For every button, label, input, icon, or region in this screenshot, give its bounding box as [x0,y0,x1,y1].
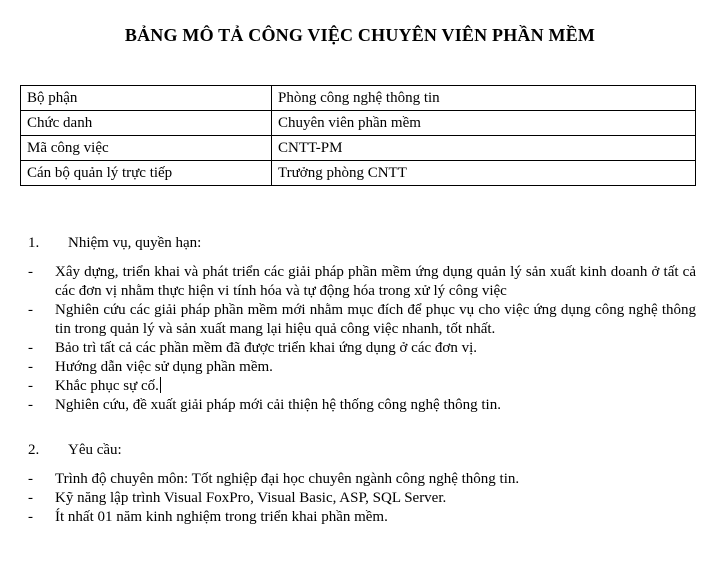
list-item[interactable] [28,263,696,301]
section-number: 1. [28,235,40,251]
table-cell-label[interactable]: Mã công việc [21,136,272,161]
list-item[interactable] [28,508,696,527]
bullet-dash: - [28,302,33,318]
list-item[interactable] [28,339,696,358]
table-cell-value[interactable]: Trưởng phòng CNTT [272,161,696,186]
bullet-dash: - [28,340,33,356]
list-item[interactable] [28,301,696,339]
table-row [21,86,696,111]
section-heading-requirements [28,441,122,460]
list-item[interactable] [28,489,696,508]
text-cursor [160,377,161,393]
duties-list [28,263,696,415]
bullet-dash: - [28,264,33,280]
list-item[interactable] [28,470,696,489]
requirements-list [28,470,696,527]
bullet-dash: - [28,509,33,525]
list-item-text: Nghiên cứu các giải pháp phần mềm mới nhằm mục đích để phục vụ cho việc ứng dụng công nghệ thông tin trong quản lý và sản xuất mang lại hiệu quả công việc nhanh, tốt nhất. [55,302,696,337]
section-title: Yêu cầu: [68,442,122,458]
bullet-dash: - [28,490,33,506]
list-item-text: Trình độ chuyên môn: Tốt nghiệp đại học chuyên ngành công nghệ thông tin. [55,471,520,487]
list-item-text: Ít nhất 01 năm kinh nghiệm trong triển khai phần mềm. [55,509,388,525]
table-row [21,111,696,136]
table-cell-value[interactable]: Chuyên viên phần mềm [272,111,696,136]
list-item-text: Nghiên cứu, đề xuất giải pháp mới cải thiện hệ thống công nghệ thông tin. [55,397,501,413]
list-item-text: Khắc phục sự cố. [55,378,159,394]
table-cell-value[interactable]: CNTT-PM [272,136,696,161]
section-heading-duties [28,234,201,253]
job-info-table [20,85,696,186]
list-item-text: Xây dựng, triển khai và phát triển các giải pháp phần mềm ứng dụng quản lý sản xuất kinh doanh ở tất cả các đơn vị nhằm thực hiện vi tính hóa và tự động hóa trong xử lý công việc [55,264,696,299]
document-title: BẢNG MÔ TẢ CÔNG VIỆC CHUYÊN VIÊN PHẦN MỀM [124,25,596,45]
list-item-text: Hướng dẫn việc sử dụng phần mềm. [55,359,273,375]
list-item-text: Bảo trì tất cả các phần mềm đã được triển khai ứng dụng ở các đơn vị. [55,340,477,356]
section-title: Nhiệm vụ, quyền hạn: [68,235,202,251]
table-row [21,161,696,186]
list-item-text: Kỹ năng lập trình Visual FoxPro, Visual Basic, ASP, SQL Server. [55,490,447,506]
bullet-dash: - [28,378,33,394]
list-item[interactable] [28,358,696,377]
section-number: 2. [28,442,40,458]
table-row [21,136,696,161]
table-cell-value[interactable]: Phòng công nghệ thông tin [272,86,696,111]
table-cell-label[interactable]: Bộ phận [21,86,272,111]
table-cell-label[interactable]: Cán bộ quản lý trực tiếp [21,161,272,186]
bullet-dash: - [28,397,33,413]
table-cell-label[interactable]: Chức danh [21,111,272,136]
bullet-dash: - [28,471,33,487]
list-item[interactable] [28,396,696,415]
list-item[interactable] [28,377,696,396]
bullet-dash: - [28,359,33,375]
